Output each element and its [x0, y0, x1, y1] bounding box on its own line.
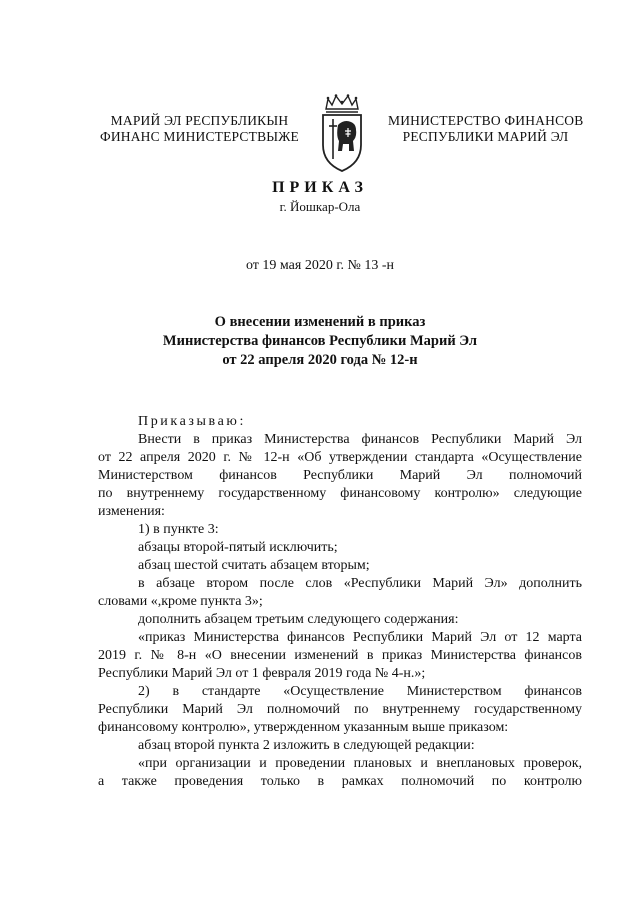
body-line: изменения: [98, 504, 165, 519]
subject-line1: О внесении изменений в приказ [214, 314, 426, 330]
body-line: абзацы второй-пятый исключить; [138, 540, 338, 555]
body-line: «приказ Министерства финансов Республики Марий Эл от 12 марта [138, 630, 582, 645]
coat-of-arms-icon [318, 93, 366, 173]
body-line: «при организации и проведении плановых и внеплановых проверок, [138, 756, 582, 771]
body-line: Министерством финансов Республики Марий Эл полномочий [98, 468, 582, 483]
body-line: в абзаце втором после слов «Республики Марий Эл» дополнить [138, 576, 582, 591]
body-line-order: Приказываю: [138, 414, 246, 429]
document-title: ПРИКАЗ [272, 179, 368, 196]
body-line: 2019 г. № 8-н «О внесении изменений в приказ Министерства финансов [98, 648, 582, 663]
header-left-line2: ФИНАНС МИНИСТЕРСТВЫЖЕ [99, 129, 300, 144]
body-line: абзац шестой считать абзацем вторым; [138, 558, 370, 573]
body-line: финансовому контролю», утвержденном указанным выше приказом: [98, 720, 509, 735]
body-line: 2) в стандарте «Осуществление Министерством финансов [138, 684, 582, 699]
document-city: г. Йошкар-Ола [279, 199, 361, 214]
body-line: по внутреннему государственному финансовому контролю» следующие [98, 486, 582, 501]
body-line: Внести в приказ Министерства финансов Республики Марий Эл [138, 432, 582, 447]
subject-line2: Министерства финансов Республики Марий Эл [162, 333, 478, 349]
document-body [98, 413, 582, 791]
body-line: а также проведения только в рамках полномочий по контролю [98, 774, 582, 789]
body-line: 1) в пункте 3: [138, 522, 219, 537]
header-right-line2: РЕСПУБЛИКИ МАРИЙ ЭЛ [402, 129, 569, 144]
document-dateline: от 19 мая 2020 г. № 13 -н [245, 258, 395, 273]
header-right-russian [388, 113, 583, 145]
document-subject [0, 313, 640, 370]
header-right-line1: МИНИСТЕРСТВО ФИНАНСОВ [388, 113, 584, 128]
body-line: словами «,кроме пункта 3»; [98, 594, 263, 609]
body-line: Республики Марий Эл от 1 февраля 2019 года № 4-н.»; [98, 666, 426, 681]
header-left-marie [92, 113, 307, 145]
body-line: дополнить абзацем третьим следующего содержания: [138, 612, 459, 627]
subject-line3: от 22 апреля 2020 года № 12-н [222, 352, 418, 368]
body-line: Республики Марий Эл полномочий по внутреннему государственному [98, 702, 582, 717]
body-line: абзац второй пункта 2 изложить в следующей редакции: [138, 738, 475, 753]
body-line: от 22 апреля 2020 г. № 12-н «Об утверждении стандарта «Осуществление [98, 450, 582, 465]
header-left-line1: МАРИЙ ЭЛ РЕСПУБЛИКЫН [110, 113, 289, 128]
